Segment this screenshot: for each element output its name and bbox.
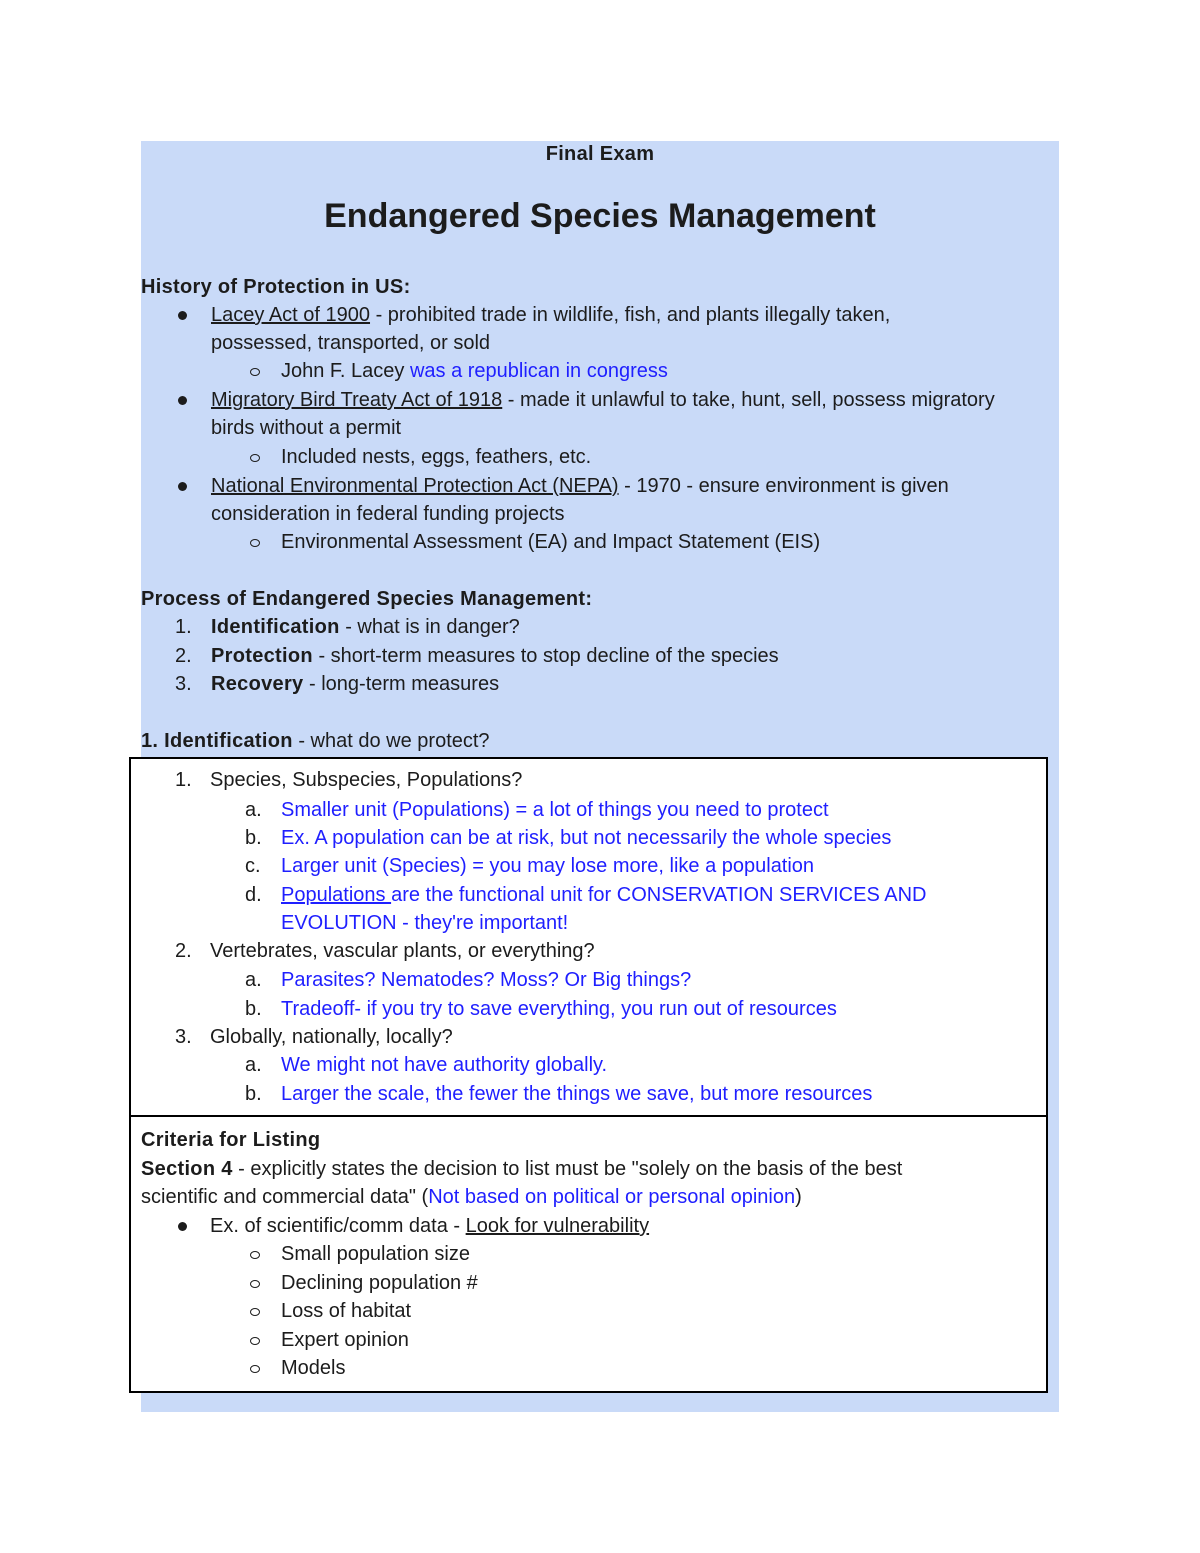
step-desc: - short-term measures to stop decline of the species: [312, 645, 779, 667]
step-label: Protection: [211, 645, 313, 667]
lacey-sub: [281, 357, 668, 385]
ring-bullet-icon: [250, 539, 260, 547]
ring-bullet-icon: [250, 1337, 260, 1345]
criteria-item: Loss of habitat: [281, 1300, 412, 1322]
lacey-act-name: Lacey Act of 1900: [211, 304, 371, 326]
criteria-item: Declining population #: [281, 1272, 478, 1294]
question-3: Globally, nationally, locally?: [210, 1026, 453, 1048]
ring-bullet-icon: [250, 1251, 260, 1259]
migratory-sub: Included nests, eggs, feathers, etc.: [281, 446, 592, 468]
section-desc-2: scientific and commercial data" (: [141, 1186, 429, 1208]
q2-a: Parasites? Nematodes? Moss? Or Big things?: [281, 969, 692, 991]
lacey-desc-line2: possessed, transported, or sold: [211, 332, 491, 354]
ring-bullet-icon: [250, 1365, 260, 1373]
step-desc: - what is in danger?: [339, 616, 520, 638]
sub-letter: b.: [245, 827, 262, 849]
nepa-desc-line2: consideration in federal funding projects: [211, 503, 565, 525]
section-desc: - explicitly states the decision to list must be "solely on the basis of the best: [232, 1158, 903, 1180]
migratory-desc-line2: birds without a permit: [211, 417, 402, 439]
lacey-sub-text: John F. Lacey: [281, 360, 410, 382]
sub-letter: a.: [245, 799, 262, 821]
ring-bullet-icon: [250, 368, 260, 376]
section4-line2: [141, 1183, 802, 1211]
q1-d-underlined: Populations: [281, 884, 392, 906]
criteria-heading: Criteria for Listing: [141, 1129, 321, 1151]
criteria-item: Expert opinion: [281, 1329, 409, 1351]
sub-letter: c.: [245, 855, 261, 877]
question-number: 3.: [175, 1026, 192, 1048]
nepa-desc: - 1970 - ensure environment is given: [618, 475, 949, 497]
ring-bullet-icon: [250, 454, 260, 462]
q1-d-rest: are the functional unit for CONSERVATION SERVICES AND: [391, 884, 927, 906]
section-close: ): [795, 1186, 802, 1208]
example-underline: Look for vulnerability: [465, 1215, 650, 1237]
nepa-line: [211, 472, 949, 500]
section-note: Not based on political or personal opinion: [428, 1186, 796, 1208]
lacey-line: [211, 301, 890, 329]
step-number: 3.: [175, 673, 192, 695]
bullet-icon: [178, 311, 187, 320]
sub-letter: a.: [245, 969, 262, 991]
section-label: Section 4: [141, 1158, 233, 1180]
ring-bullet-icon: [250, 1280, 260, 1288]
document-title: Endangered Species Management: [324, 197, 876, 235]
criteria-item: Small population size: [281, 1243, 470, 1265]
process-step-1: [211, 613, 520, 641]
q1-b: Ex. A population can be at risk, but not necessarily the whole species: [281, 827, 892, 849]
step-number: 1.: [175, 616, 192, 638]
identification-heading-label: 1. Identification: [141, 730, 293, 752]
identification-heading-desc: - what do we protect?: [292, 730, 490, 752]
question-2: Vertebrates, vascular plants, or everything?: [210, 940, 595, 962]
q1-d: [281, 881, 926, 909]
step-label: Recovery: [211, 673, 304, 695]
q3-b: Larger the scale, the fewer the things we save, but more resources: [281, 1083, 873, 1105]
q1-c: Larger unit (Species) = you may lose more, like a population: [281, 855, 815, 877]
migratory-act-name: Migratory Bird Treaty Act of 1918: [211, 389, 503, 411]
sub-letter: b.: [245, 1083, 262, 1105]
identification-heading: [141, 727, 490, 755]
example-prefix: Ex. of scientific/comm data -: [210, 1215, 466, 1237]
bullet-icon: [178, 396, 187, 405]
lacey-desc: - prohibited trade in wildlife, fish, and plants illegally taken,: [370, 304, 891, 326]
process-step-3: [211, 670, 499, 698]
criteria-item: Models: [281, 1357, 346, 1379]
sub-letter: d.: [245, 884, 262, 906]
q2-b: Tradeoff- if you try to save everything, you run out of resources: [281, 998, 837, 1020]
nepa-act-name: National Environmental Protection Act (NEPA): [211, 475, 619, 497]
q3-a: We might not have authority globally.: [281, 1054, 608, 1076]
process-heading: Process of Endangered Species Management:: [141, 588, 593, 610]
question-1: Species, Subspecies, Populations?: [210, 769, 523, 791]
nepa-sub: Environmental Assessment (EA) and Impact Statement (EIS): [281, 531, 821, 553]
lacey-sub-note: was a republican in congress: [409, 360, 668, 382]
step-number: 2.: [175, 645, 192, 667]
criteria-example: [210, 1212, 649, 1240]
exam-label: Final Exam: [545, 143, 655, 165]
history-heading: History of Protection in US:: [141, 276, 411, 298]
q1-d-line2: EVOLUTION - they're important!: [281, 912, 569, 934]
step-label: Identification: [211, 616, 340, 638]
step-desc: - long-term measures: [303, 673, 500, 695]
section4-line1: [141, 1155, 902, 1183]
migratory-desc: - made it unlawful to take, hunt, sell, possess migratory: [502, 389, 995, 411]
question-number: 2.: [175, 940, 192, 962]
q1-a: Smaller unit (Populations) = a lot of things you need to protect: [281, 799, 829, 821]
bullet-icon: [178, 482, 187, 491]
sub-letter: b.: [245, 998, 262, 1020]
ring-bullet-icon: [250, 1308, 260, 1316]
bullet-icon: [178, 1222, 187, 1231]
question-number: 1.: [175, 769, 192, 791]
migratory-line: [211, 386, 995, 414]
sub-letter: a.: [245, 1054, 262, 1076]
process-step-2: [211, 642, 779, 670]
